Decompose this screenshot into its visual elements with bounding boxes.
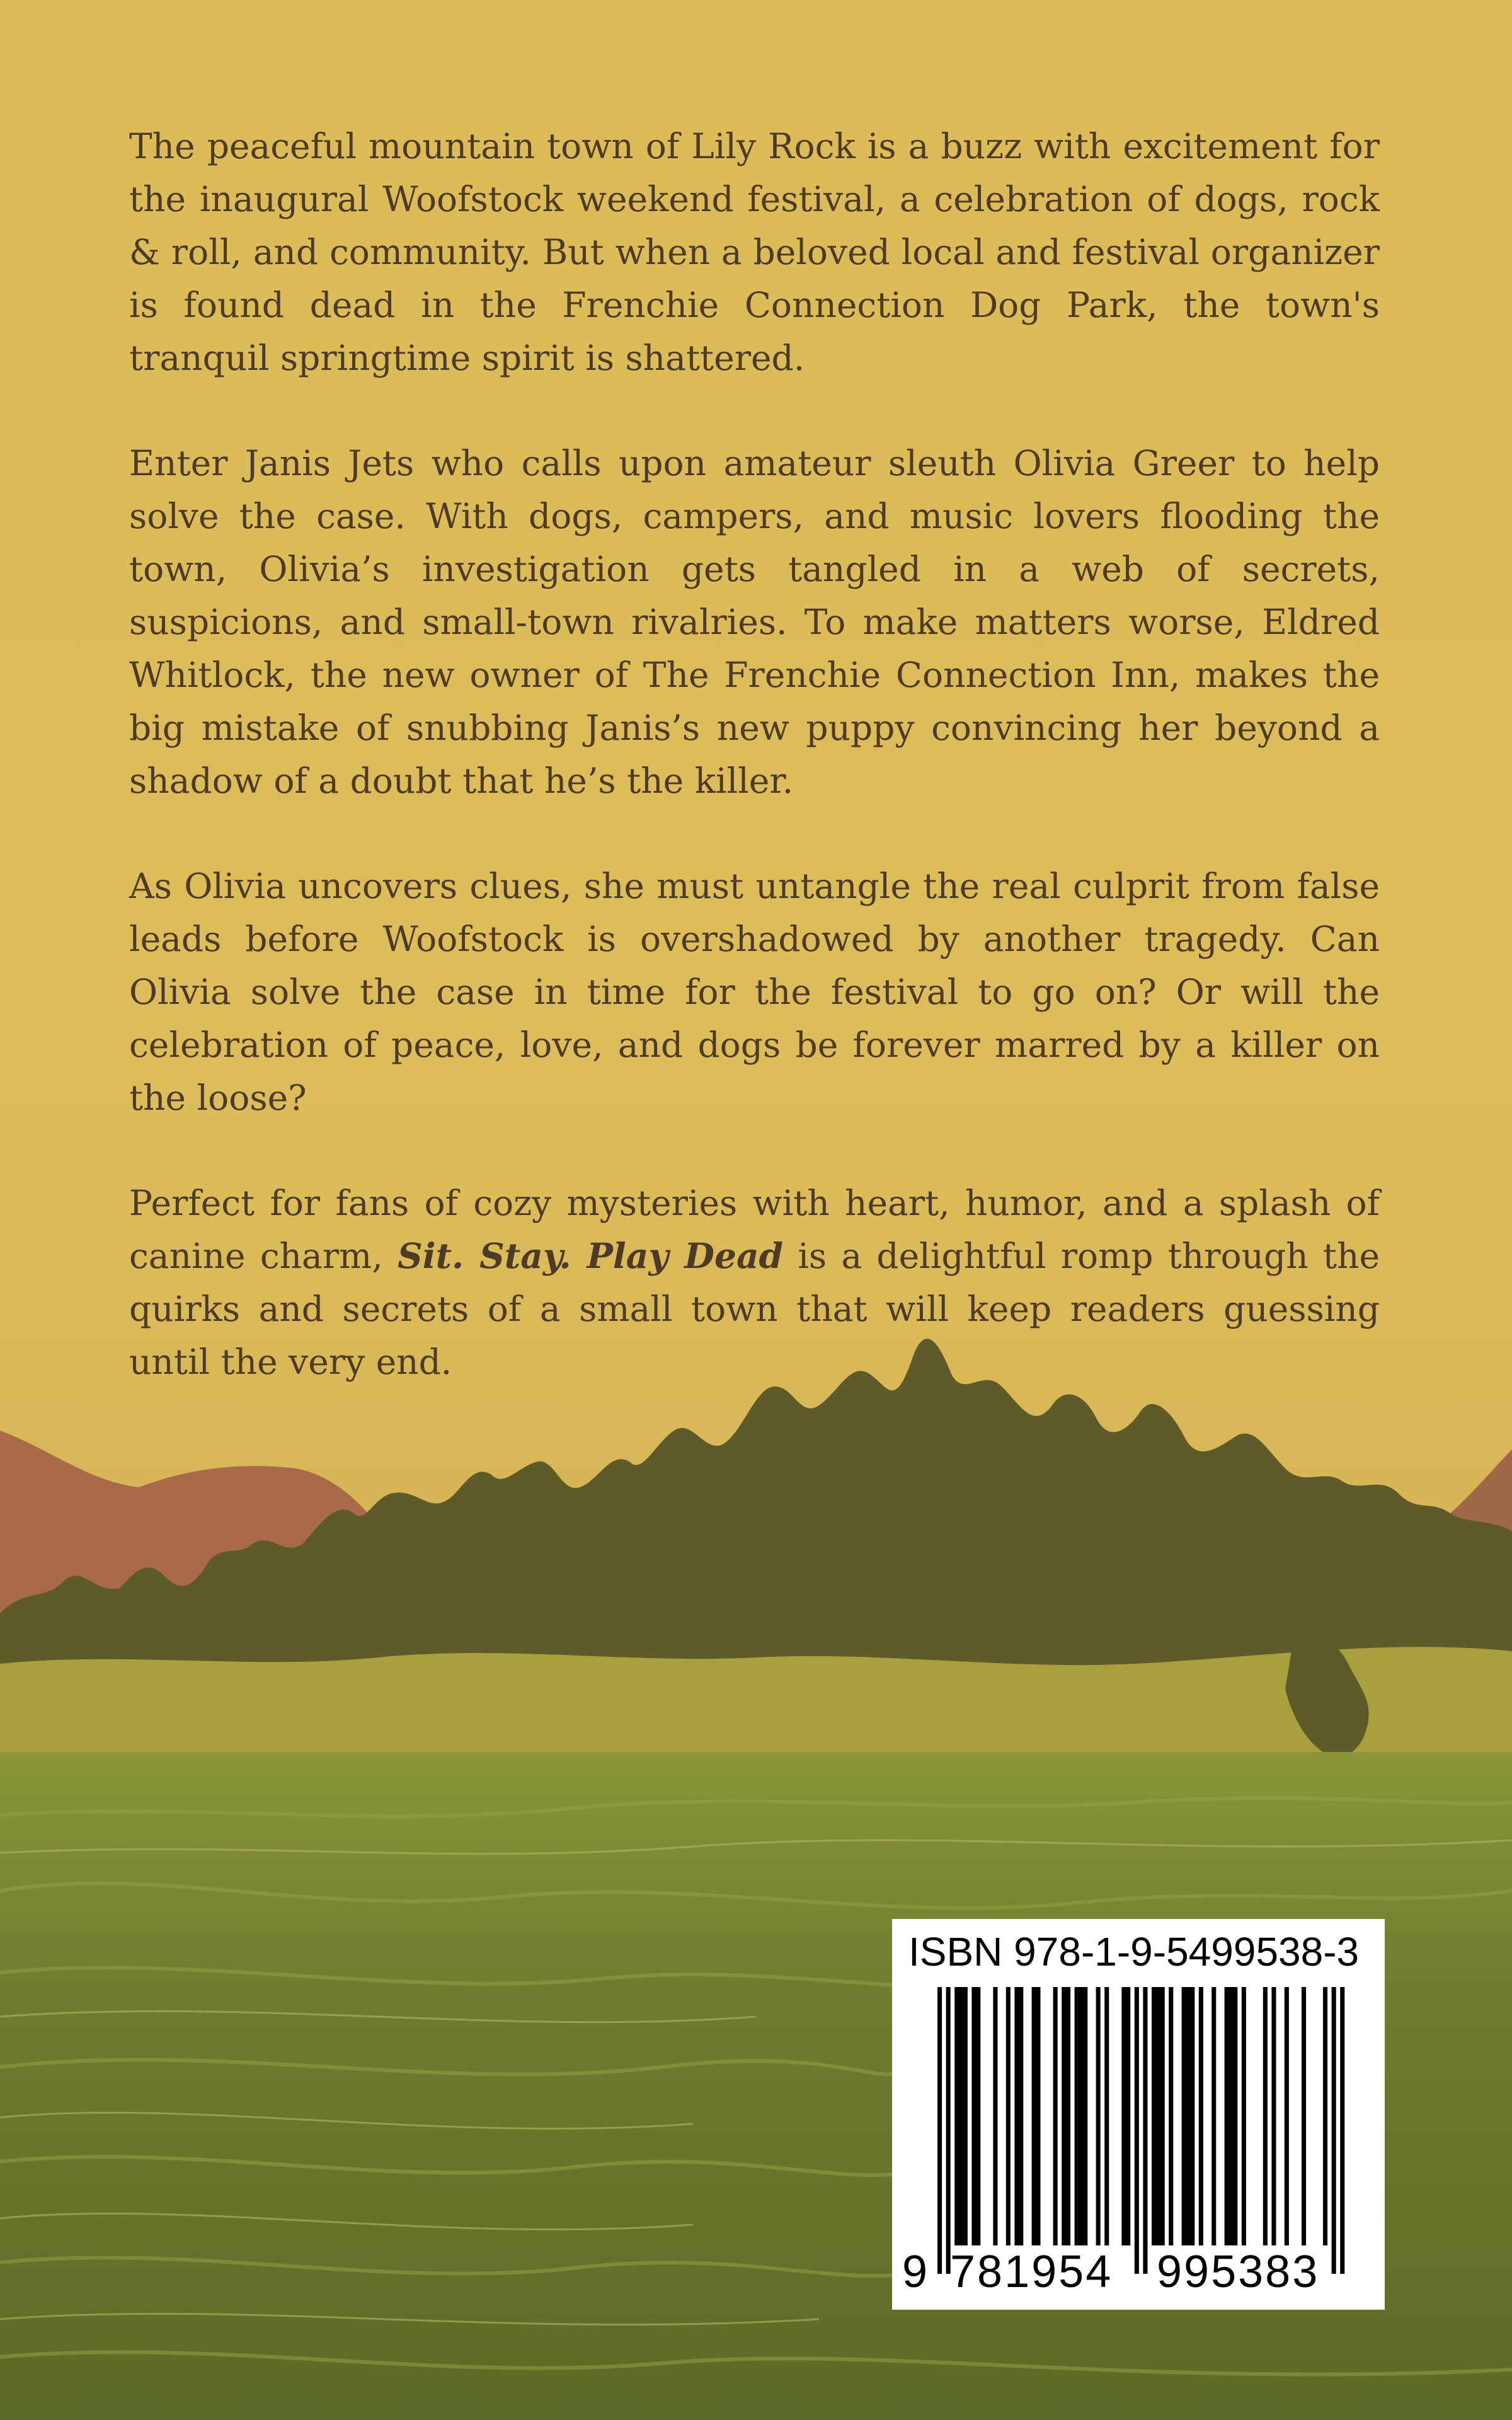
barcode-bar <box>1053 1987 1058 2245</box>
blurb-paragraph-3: As Olivia uncovers clues, she must untangle the real culprit from false leads before Woofstock is overshadowed by another tragedy. Can Olivia solve the case in time for the festival to go on? Or will the celebration of peace, love, and dogs be forever marred by a killer on the loose? <box>129 866 1380 1118</box>
barcode-bar <box>946 1987 951 2274</box>
barcode-digits-right: 995383 <box>1157 2247 1320 2297</box>
barcode-bar <box>1104 1987 1109 2245</box>
barcode-bar <box>1096 1987 1101 2245</box>
barcode-bar <box>1032 1987 1036 2245</box>
barcode-bar <box>1006 1987 1011 2245</box>
barcode-bar <box>1263 1987 1268 2245</box>
barcode-bar <box>1169 1987 1173 2245</box>
barcode-bar <box>1135 1987 1139 2274</box>
book-title: Sit. Stay. Play Dead <box>398 1235 784 1276</box>
blurb-p4-ending: is a delightful romp through the quirks and secrets of a small town that will keep readers guessing until the very end. <box>129 1236 1380 1382</box>
isbn-barcode-panel <box>892 1919 1385 2310</box>
barcode-bar <box>1075 1987 1079 2245</box>
back-cover-blurb <box>129 120 1380 1388</box>
barcode-bar <box>1285 1987 1289 2245</box>
barcode-bar <box>1036 1987 1040 2245</box>
barcode-bar <box>1066 1987 1070 2245</box>
barcode-bar <box>963 1987 968 2245</box>
barcode-bar <box>1083 1987 1087 2245</box>
barcode-bar <box>976 1987 980 2245</box>
barcode-bar <box>1156 1987 1160 2245</box>
barcode-bar <box>1271 1987 1276 2245</box>
barcode-bar <box>1340 1987 1344 2274</box>
barcode-bar <box>1014 1987 1019 2245</box>
barcode-bar <box>1228 1987 1233 2245</box>
barcode-bar <box>1182 1987 1186 2245</box>
barcode-bar <box>1302 1987 1306 2245</box>
barcode-bar <box>1190 1987 1194 2245</box>
barcode-bar <box>1323 1987 1327 2245</box>
barcode-bar <box>1242 1987 1246 2245</box>
barcode-bar <box>954 1987 959 2245</box>
barcode-bar <box>1233 1987 1237 2245</box>
barcode-bar <box>1332 1987 1336 2274</box>
barcode-digits <box>892 2245 1385 2298</box>
barcode-bar <box>1225 1987 1229 2245</box>
blurb-p4-intro: Perfect for fans of cozy mysteries with heart, humor, and a splash of canine charm, <box>129 1183 1380 1276</box>
isbn-label: ISBN 978-1-9-5499538-3 <box>908 1929 1360 1974</box>
barcode-bar <box>1126 1987 1130 2245</box>
barcode-bar <box>1211 1987 1216 2245</box>
barcode-bar <box>1186 1987 1190 2245</box>
blurb-paragraph-4 <box>129 1177 1380 1388</box>
barcode-bar <box>1160 1987 1165 2245</box>
barcode-bar <box>971 1987 976 2245</box>
barcode-bar <box>1121 1987 1126 2245</box>
barcode-bar <box>937 1987 942 2274</box>
barcode-bar <box>1079 1987 1083 2245</box>
blurb-paragraph-1: The peaceful mountain town of Lily Rock is a buzz with excitement for the inaugural Woofstock weekend festival, a celebration of dogs, rock & roll, and community. But when a beloved local and festival organizer is found dead in the Frenchie Connection Dog Park, the town's tranquil springtime spirit is shattered. <box>129 126 1380 378</box>
barcode-bar <box>1199 1987 1203 2245</box>
barcode-bar <box>993 1987 997 2245</box>
barcode-bar <box>1152 1987 1156 2245</box>
barcode-digits-left: 781954 <box>950 2247 1113 2297</box>
barcode-bar <box>959 1987 963 2245</box>
barcode-digit-first: 9 <box>902 2247 928 2297</box>
barcode-bar <box>1019 1987 1023 2245</box>
blurb-paragraph-2: Enter Janis Jets who calls upon amateur sleuth Olivia Greer to help solve the case. With dogs, campers, and music lovers flooding the town, Olivia’s investigation gets tangled in a web of secrets, suspicions, and small-town rivalries. To make matters worse, Eldred Whitlock, the new owner of The Frenchie Connection Inn, makes the big mistake of snubbing Janis’s new puppy convincing her beyond a shadow of a doubt that he’s the killer. <box>129 443 1380 801</box>
barcode-bar <box>1062 1987 1066 2245</box>
barcode-bar <box>1143 1987 1147 2274</box>
